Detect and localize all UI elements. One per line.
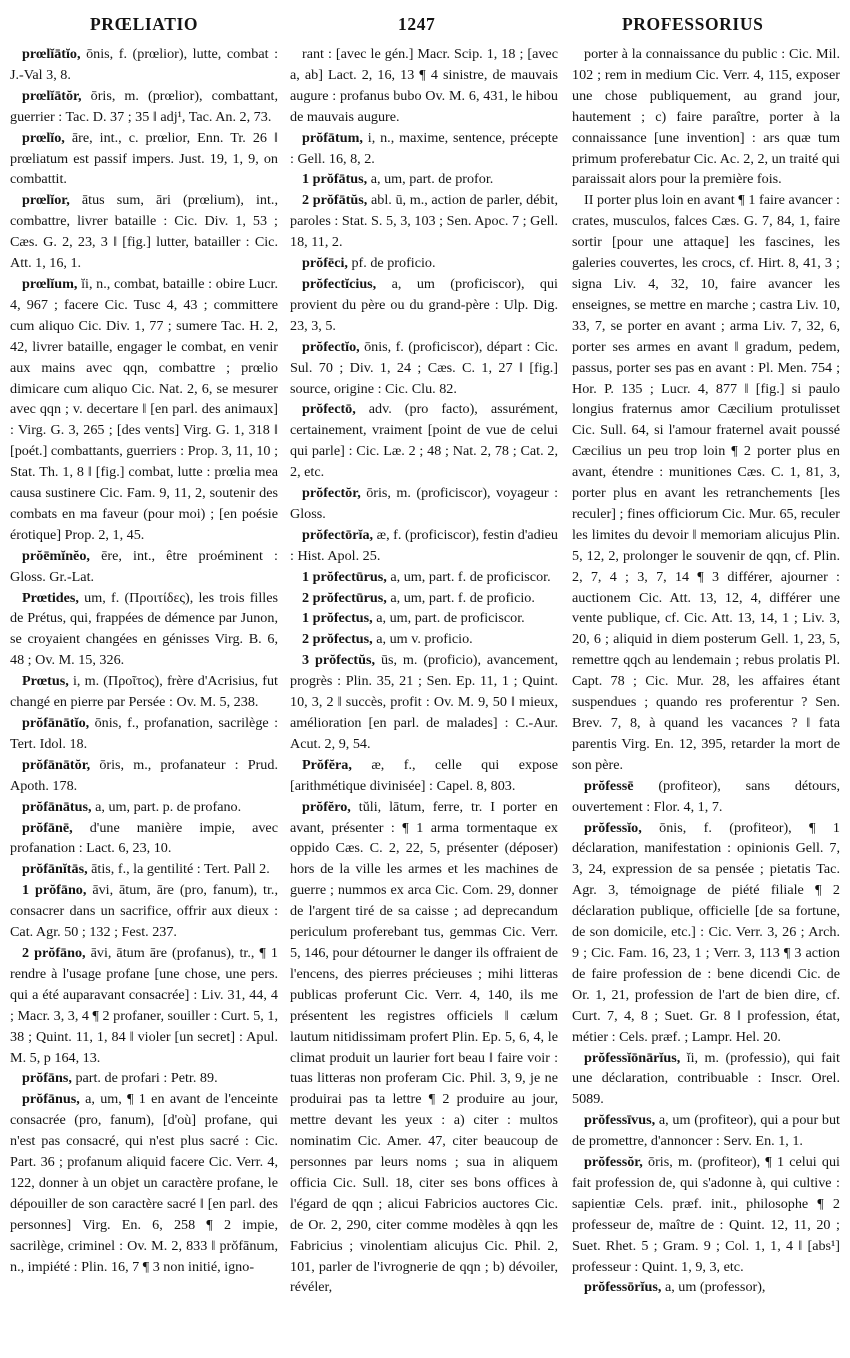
entry-definition: tŭli, lātum, ferre, tr. I porter en avant, présenter : ¶ 1 arma tormentaque ex oppido Cæs. C. 2, 22, 5, présenter (déposer) hors de la ville les armes et les machines de guerre ; nummos ex arca Cic. Com. 29, donner de l'argent tiré de sa caisse ; ad deprecandum periculum proferebant tus, gemmas Cic. Verr. 5, 146, pour détourner le danger ils offraient de l'encens, des pierres précieuses ; mihi litteras publicas proferunt Cic. Verr. 4, 140, ils me présentent les registres officiels ‖ cælum lautum nitidissimam profert Plin. Ep. 5, 6, 4, le climat produit un laurier fort beau ‖ faire voir : tuas litteras non proferam Cic. Phil. 3, 9, je ne produirai pas ta lettre ¶ 2 produire au jour, mettre devant les yeux : a) citer : multos nominatim Cic. Amer. 47, citer beaucoup de personnes par leurs noms ; sua in aliquem officia Cic. Sull. 18, citer ses bons offices à l'égard de qqn ; alicui Fabricios auctores Cic. de Or. 2, 290, citer comme modèles à qqn les Fabricius ; vinolentiam alicujus Cic. Phil. 2, 101, parler de l'ivrognerie de qqn ; b) dévoiler, révéler,: [290, 798, 558, 1296]
entry-headword: prŏēmĭnĕo,: [22, 547, 90, 564]
entry-definition: a, um v. proficio.: [376, 631, 473, 648]
entry-headword: prŏfānē,: [22, 819, 73, 836]
entry-headword: 2 prŏfectus,: [302, 631, 373, 648]
dictionary-entry: [290, 650, 558, 755]
dictionary-entry: [290, 629, 558, 650]
dictionary-entry: [10, 1068, 278, 1089]
entry-headword: prŏfectŏr,: [302, 485, 361, 502]
entry-headword: 2 prŏfāno,: [22, 944, 86, 961]
entry-headword: 1 prŏfectus,: [302, 610, 373, 627]
entry-headword: prœlĭātĭo,: [22, 46, 81, 62]
dictionary-entry: [10, 943, 278, 1068]
dictionary-entry: [290, 588, 558, 609]
dictionary-entry: [10, 190, 278, 274]
dictionary-entry: [290, 525, 558, 567]
dictionary-entry: [290, 128, 558, 170]
entry-definition: ĭi, m. (professio), qui fait une déclaration, contribuable : Inscr. Orel. 5089.: [572, 1049, 840, 1108]
entry-headword: prŏfānātĭo,: [22, 715, 90, 731]
entry-headword: prœlĭum,: [22, 275, 78, 292]
dictionary-entry: [290, 169, 558, 190]
dictionary-entry: [10, 755, 278, 797]
entry-headword: prœlĭātŏr,: [22, 87, 82, 104]
dictionary-entry: [10, 274, 278, 546]
entry-headword: prœlĭor,: [22, 192, 70, 209]
entry-headword: 2 prŏfātŭs,: [302, 192, 368, 209]
entry-definition: II porter plus loin en avant ¶ 1 faire avancer : crates, musculos, falces Cæs. G. 7, 84, 1, faire sortir [pour une attaque] les fascines, les galeries couvertes, les crocs, cf. Hirt. 8, 41, 3 ; signa Liv. 4, 32, 10, faire avancer les enseignes, se mettre en marche ; castra Liv. 10, 33, 7, se porter en avant ; arma Liv. 7, 32, 6, porter ses armes en avant ‖ gradum, pedem, passus, porter ses pas en avant : Pl. Men. 754 ; Hor. P. 135 ; Lucr. 4, 877 ‖ [fig.] si paulo longius fraternus amor Cæcilium protulisset Cic. Sull. 64, si l'amour fraternel avait poussé Cæcilius un peu trop loin ¶ 2 porter plus en avant, étendre : munitiones Cæs. C. 1, 81, 3, porter plus en avant les retranchements [les reculer] ; fines officiorum Cic. Mur. 65, reculer les limites du devoir ‖ memoriam alicujus Plin. 5, 12, 2, prolonger le souvenir de qqn, cf. Plin. 2, 7, 4 ; 3, 7, 14 ¶ 3 différer, ajourner : auctionem Cic. Att. 13, 12, 4, différer une vente publique, cf. Cic. Att. 13, 14, 1 ; Liv. 3, 20, 6 ; aliquid in diem posterum Gell. 1, 23, 5, remettre qqch au lendemain ; rebus prolatis Pl. Capt. 78 ; Cic. Mur. 28, les affaires étant suspendues ; quando res proferentur ? Sen. Brev. 7, 8, à quand les vacances ? ‖ fata parentis Virg. En. 12, 395, retarder la mort de son père.: [572, 192, 840, 773]
dictionary-entry: [10, 128, 278, 191]
entry-definition: ātis, f., la gentilité : Tert. Pall 2.: [91, 861, 270, 878]
entry-definition: pf. de proficio.: [351, 255, 436, 272]
entry-definition: āvi, ātum āre (profanus), tr., ¶ 1 rendre à l'usage profane [une chose, une pers. qui a été auparavant consacrée] : Liv. 31, 44, 4 ; Macr. 3, 3, 4 ¶ 2 profaner, souiller : Curt. 5, 1, 38 ; Quint. 11, 1, 84 ‖ violer [un secret] : Apul. M. 5, p 164, 13.: [10, 944, 278, 1066]
entry-definition: ōris, m. (prœlior), combattant, guerrier : Tac. D. 37 ; 35 ‖ adj¹, Tac. An. 2, 73.: [10, 87, 278, 125]
running-header: [0, 14, 850, 44]
entry-headword: prŏfānātŏr,: [22, 756, 91, 773]
entry-headword: prŏfectĭo,: [302, 338, 360, 355]
dictionary-entry: [572, 190, 840, 775]
entry-definition: porter à la connaissance du public : Cic. Mil. 102 ; rem in medium Cic. Verr. 4, 115, exposer une chose publiquement, au grand jour, hautement ; c) faire paraître, porter à la connaissance [une invention] : ars quæ tum primum proferebatur Cic. Ac. 2, 2, un traité qui paraissait alors pour la première fois.: [572, 46, 840, 188]
entry-headword: prŏfessĭōnārĭus,: [584, 1049, 681, 1066]
entry-definition: æ, f. (proficiscor), festin d'adieu : Hist. Apol. 25.: [290, 526, 558, 564]
entry-definition: a, um, ¶ 1 en avant de l'enceinte consacrée (pro, fanum), [d'où] profane, qui n'est pas consacré, qui n'est plus sacré : Cic. Part. 36 ; profanum aliquid facere Cic. Verr. 4, 122, donner à un objet un caractère profane, le dépouiller de son caractère sacré ‖ [en parl. des personnes] Virg. En. 6, 258 ¶ 2 impie, sacrilège, criminel : Ov. M. 2, 833 ‖ prŏfānum, n., impiété : Plin. 16, 7 ¶ 3 non initié, igno-: [10, 1091, 278, 1275]
entry-headword: prŏfānus,: [22, 1091, 80, 1108]
dictionary-entry: [290, 253, 558, 274]
entry-definition: ōris, m. (profiteor), ¶ 1 celui qui fait profession de, qui s'adonne à, qui cultive : sapientiæ Cels. præf. init., philosophe ¶ 2 professeur de, maître de : Quint. 12, 11, 20 ; Suet. Rhet. 5 ; Gram. 9 ; Col. 1, 1, 4 ‖ [abs¹] professeur : Quint. 1, 9, 3, etc.: [572, 1154, 840, 1275]
header-first-entry: PRŒLIATIO: [90, 14, 199, 34]
dictionary-entry: [290, 608, 558, 629]
entry-headword: Prœtides,: [22, 589, 79, 606]
entry-definition: um, f. (Προιτίδες), les trois filles de Prétus, qui, frappées de démence par Junon, se croyaient changées en génisses Virg. B. 6, 48 ; Ov. M. 15, 326.: [10, 589, 278, 669]
entry-definition: a, um, part. de profor.: [370, 171, 494, 188]
entry-definition: a, um, part. f. de proficiscor.: [390, 568, 551, 585]
entry-definition: āvi, ātum, āre (pro, fanum), tr., consacrer dans un sacrifice, offrir aux dieux : Cat. Agr. 50 ; 132 ; Fest. 237.: [10, 882, 278, 941]
entry-definition: a, um (proficiscor), qui provient du père ou du grand-père : Ulp. Dig. 23, 3, 5.: [290, 275, 558, 334]
entry-headword: prŏfectō,: [302, 401, 356, 418]
entry-headword: prŏfessīvus,: [584, 1112, 656, 1129]
entry-headword: prŏfānĭtās,: [22, 861, 88, 878]
entry-definition: i, m. (Προῖτος), frère d'Acrisius, fut changé en pierre par Persée : Ov. M. 5, 238.: [10, 673, 278, 711]
entry-headword: 2 prŏfectūrus,: [302, 589, 387, 606]
entry-headword: prœlĭo,: [22, 129, 65, 146]
dictionary-entry: [10, 880, 278, 943]
entry-headword: Prœtus,: [22, 673, 69, 690]
entry-headword: prŏfĕro,: [302, 798, 351, 815]
dictionary-entry: [10, 797, 278, 818]
entry-headword: 1 prŏfāno,: [22, 882, 87, 899]
dictionary-entry: [572, 44, 840, 190]
entry-headword: 1 prŏfātus,: [302, 171, 368, 188]
entry-headword: prŏfessĭo,: [584, 819, 642, 836]
entry-headword: prŏfāns,: [22, 1070, 72, 1087]
entry-definition: (profiteor), sans détours, ouvertement : Flor. 4, 1, 7.: [572, 777, 840, 815]
entry-definition: ōris, m. (proficiscor), voyageur : Gloss.: [290, 485, 558, 522]
dictionary-entry: [290, 399, 558, 483]
dictionary-entry: [572, 776, 840, 818]
dictionary-entry: [290, 483, 558, 525]
column-middle: [290, 44, 558, 1352]
entry-headword: prŏfectōrĭa,: [302, 526, 374, 543]
entry-headword: prŏfessŏr,: [584, 1154, 643, 1171]
dictionary-entry: [290, 274, 558, 337]
entry-definition: ōris, m., profanateur : Prud. Apoth. 178.: [10, 756, 278, 794]
dictionary-entry: [10, 671, 278, 713]
entry-definition: a, um (professor),: [664, 1279, 766, 1296]
entry-definition: abl. ū, m., action de parler, débit, paroles : Stat. S. 5, 3, 103 ; Sen. Apoc. 7 ; Gell. 18, 11, 2.: [290, 192, 558, 251]
entry-headword: prŏfessōrĭus,: [584, 1279, 662, 1296]
entry-definition: rant : [avec le gén.] Macr. Scip. 1, 18 ; [avec a, ab] Lact. 2, 16, 13 ¶ 4 sinistre, de mauvais augure : profanus bubo Ov. M. 6, 431, le hibou de mauvais augure.: [290, 46, 558, 125]
entry-definition: ātus sum, āri (prœlium), int., combattre, livrer bataille : Cic. Div. 1, 53 ; Cæs. G. 2, 23, 3 ‖ [fig.] lutter, batailler : Cic. Att. 1, 16, 1.: [10, 192, 278, 272]
entry-definition: a, um, part. p. de profano.: [95, 798, 242, 815]
dictionary-entry: [572, 1277, 840, 1298]
dictionary-entry: [10, 44, 278, 86]
entry-headword: prŏfānātus,: [22, 798, 92, 815]
header-last-entry: PROFESSORIUS: [622, 14, 764, 34]
entry-headword: prŏfessē: [584, 777, 634, 794]
entry-headword: prŏfātum,: [302, 129, 363, 146]
entry-definition: ūs, m. (proficio), avancement, progrès : Plin. 35, 21 ; Sen. Ep. 11, 1 ; Quint. 10, 3, 2 ‖ succès, profit : Ov. M. 9, 50 ‖ mieux, amélioration [en parl. de malades] : C.-Aur. Acut. 2, 9, 54.: [290, 652, 558, 752]
dictionary-entry: [10, 546, 278, 588]
entry-definition: d'une manière impie, avec profanation : Lact. 6, 23, 10.: [10, 819, 278, 857]
dictionary-entry: [10, 1089, 278, 1277]
entry-definition: āre, int., c. prœlior, Enn. Tr. 26 ‖ prœliatum est passif impers. Just. 19, 1, 9, on combattit.: [10, 129, 278, 188]
entry-definition: a, um (profiteor), qui a pour but de promettre, d'annoncer : Serv. En. 1, 1.: [572, 1112, 840, 1150]
entry-headword: 3 prŏfectŭs,: [302, 652, 376, 669]
dictionary-entry: [572, 1048, 840, 1111]
entry-definition: a, um, part. f. de proficio.: [390, 589, 535, 606]
entry-definition: ĭi, n., combat, bataille : obire Lucr. 4, 967 ; facere Cic. Tusc 4, 43 ; committere cum aliquo Cic. Div. 1, 77 ; sumere Tac. H. 2, 42, livrer bataille, engager le combat, en venir aux mains avec qqn, combattre ; prœlio dimicare cum aliquo Cic. Nat. 2, 6, se mesurer avec qqn ; v. decertare ‖ [en parl. des animaux] : Virg. G. 3, 265 ; [des vents] Virg. G. 1, 318 ‖ [poét.] combattants, guerriers : Prop. 3, 11, 10 ; Stat. Th. 1, 8 ‖ [fig.] combat, lutte : prœlia mea causa sustinere Cic. Fam. 9, 11, 2, soutenir des combats en ma faveur (pour moi) ; [en poésie érotique] Prop. 2, 1, 45.: [10, 275, 278, 543]
entry-definition: a, um, part. de proficiscor.: [376, 610, 525, 627]
dictionary-entry: [572, 1110, 840, 1152]
entry-definition: æ, f., celle qui expose [arithmétique divinisée] : Capel. 8, 803.: [290, 756, 558, 794]
entry-definition: adv. (pro facto), assurément, certainement, vraiment [point de vue de celui qui parle] : Cic. Læ. 2 ; 48 ; Nat. 2, 78 ; Cat. 2, 2, etc.: [290, 401, 558, 481]
entry-definition: ēre, int., être proéminent : Gloss. Gr.-Lat.: [10, 547, 278, 585]
entry-definition: ōnis, f. (proficiscor), départ : Cic. Sul. 70 ; Div. 1, 24 ; Cæs. C. 1, 27 ‖ [fig.] source, origine : Cic. Clu. 82.: [290, 338, 558, 397]
entry-definition: ōnis, f., profanation, sacrilège : Tert. Idol. 18.: [10, 715, 278, 752]
dictionary-entry: [572, 818, 840, 1048]
dictionary-entry: [10, 859, 278, 880]
entry-definition: part. de profari : Petr. 89.: [75, 1070, 218, 1087]
dictionary-entry: [290, 755, 558, 797]
entry-headword: Prŏfĕra,: [302, 756, 352, 773]
entry-headword: prŏfēci,: [302, 255, 348, 272]
dictionary-entry: [10, 713, 278, 755]
page-number: 1247: [398, 14, 436, 34]
dictionary-entry: [10, 588, 278, 672]
dictionary-entry: [10, 86, 278, 128]
entry-headword: 1 prŏfectūrus,: [302, 568, 387, 585]
dictionary-entry: [290, 567, 558, 588]
dictionary-entry: [572, 1152, 840, 1277]
entry-headword: prŏfectĭcius,: [302, 275, 377, 292]
dictionary-entry: [290, 797, 558, 1299]
dictionary-entry: [290, 44, 558, 128]
column-right: [572, 44, 840, 1352]
column-left: [10, 44, 278, 1352]
dictionary-entry: [290, 190, 558, 253]
entry-definition: ōnis, f. (prœlior), lutte, combat : J.-Val 3, 8.: [10, 46, 278, 83]
entry-definition: ōnis, f. (profiteor), ¶ 1 déclaration, manifestation : opinionis Gell. 7, 3, 24, expression de sa pensée ; pietatis Tac. Agr. 3, témoignage de piété filiale ¶ 2 déclaration publique, officielle [de sa fortune, de son domicile, etc.] : Cic. Verr. 3, 26 ; Arch. 9 ; Cic. Fam. 16, 23, 1 ; Verr. 3, 113 ¶ 3 action de faire profession de : bene dicendi Cic. de Or. 1, 21, profession de l'art de bien dire, cf. Curt. 7, 4, 8 ; Suet. Gr. 8 ‖ profession, état, métier : Cels. præf. ; Lampr. Hel. 20.: [572, 819, 840, 1045]
dictionary-entry: [10, 818, 278, 860]
entry-definition: i, n., maxime, sentence, précepte : Gell. 16, 8, 2.: [290, 129, 558, 167]
dictionary-entry: [290, 337, 558, 400]
